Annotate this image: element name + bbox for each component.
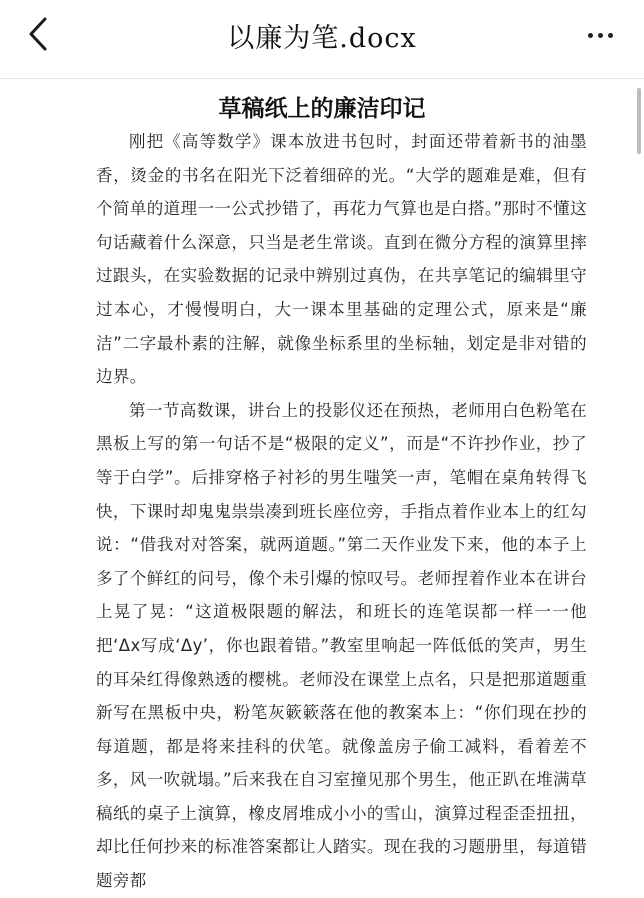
more-options-button[interactable] <box>578 18 622 52</box>
paragraph: 刚把《高等数学》课本放进书包时，封面还带着新书的油墨香，烫金的书名在阳光下泛着细碎的光。“大学的题难是难，但有个简单的道理一一公式抄错了，再花力气算也是白搭。”那时不懂这句话藏着什么深意，只当是老生常谈。直到在微分方程的演算里摔过跟头，在实验数据的记录中辨别过真伪，在共享笔记的编辑里守过本心，才慢慢明白，大一课本里基础的定理公式，原来是“廉洁”二字最朴素的注解，就像坐标系里的坐标轴，划定是非对错的边界。 <box>96 132 587 387</box>
ellipsis-dot <box>608 33 613 38</box>
ellipsis-horizontal-icon <box>588 33 593 38</box>
paragraph: 第一节高数课，讲台上的投影仪还在预热，老师用白色粉笔在黑板上写的第一句话不是“极限的定义”，而是“不许抄作业，抄了等于白学”。后排穿格子衬衫的男生嗤笑一声，笔帽在桌角转得飞快，下课时却鬼鬼祟祟凑到班长座位旁，手指点着作业本上的红勾说：“借我对对答案，就两道题。”第二天作业发下来，他的本子上多了个鲜红的问号，像个未引爆的惊叹号。老师捏着作业本在讲台上晃了晃：“这道极限题的解法，和班长的连笔误都一样一一他把‘Δx写成‘Δy’，你也跟着错。”教室里响起一阵低低的笑声，男生的耳朵红得像熟透的樱桃。老师没在课堂上点名，只是把那道题重新写在黑板中央，粉笔灰簌簌落在他的教案本上：“你们现在抄的每道题，都是将来挂科的伏笔。就像盖房子偷工减料，看着差不多，风一吹就塌。”后来我在自习室撞见那个男生，他正趴在堆满草稿纸的桌子上演算，橡皮屑堆成小小的雪山，演算过程歪歪扭扭，却比任何抄来的标准答案都让人踏实。现在我的习题册里，每道错题旁都 <box>96 400 587 891</box>
top-bar <box>0 0 644 79</box>
document-page[interactable] <box>0 79 644 891</box>
article-title: 草稿纸上的廉洁印记 <box>218 96 426 122</box>
scrollbar[interactable] <box>637 88 641 154</box>
document-title: 以廉为笔.docx <box>227 23 417 54</box>
ellipsis-dot <box>598 33 603 38</box>
article-body <box>0 125 644 898</box>
